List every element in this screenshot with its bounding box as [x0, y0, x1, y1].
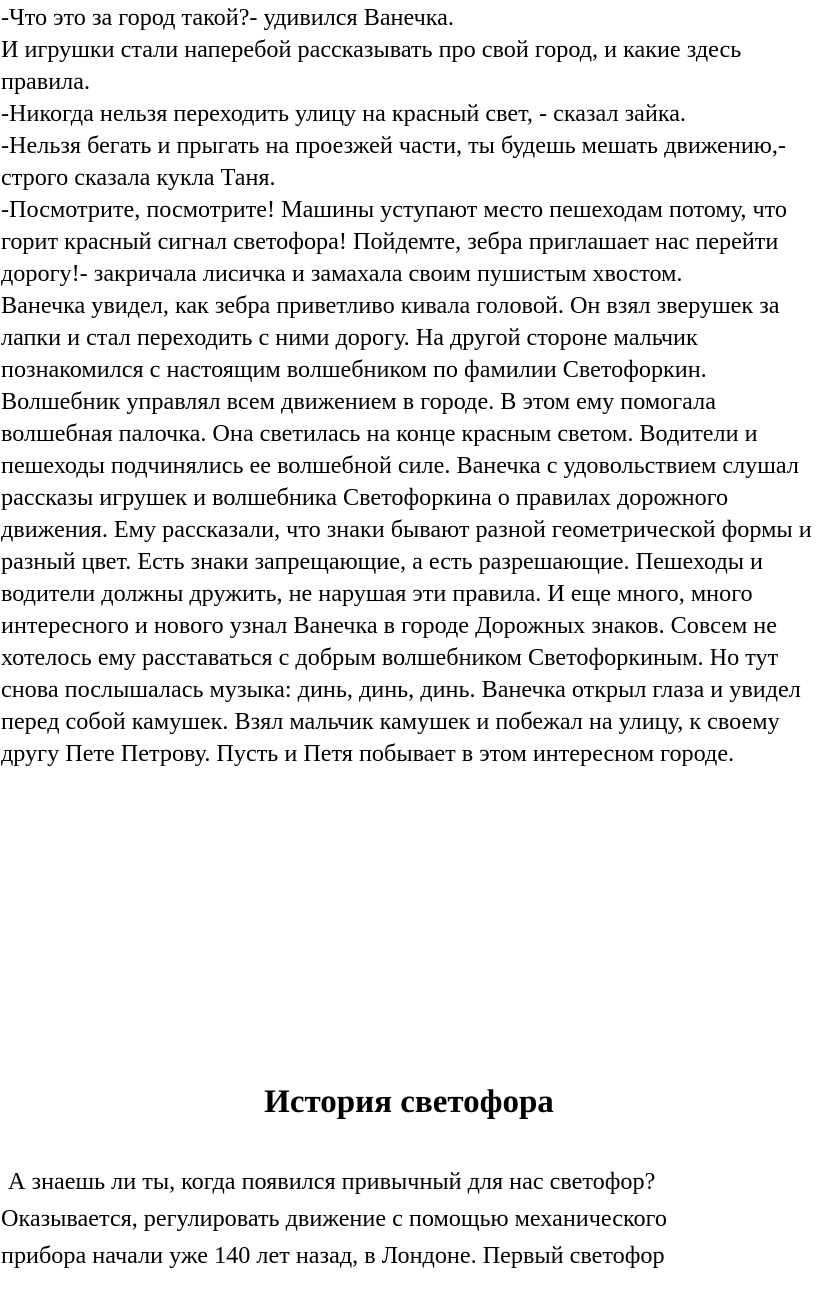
story-paragraph: -Нельзя бегать и прыгать на проезжей части, ты будешь мешать движению,- строго сказала кукла Таня. — [1, 132, 786, 191]
history-line: А знаешь ли ты, когда появился привычный для нас светофор? — [8, 1168, 656, 1195]
history-line: Оказывается, регулировать движение с помощью механического — [1, 1205, 668, 1232]
story-paragraph: Ванечка увидел, как зебра приветливо кивала головой. Он взял зверушек за лапки и стал переходить с ними дорогу. На другой стороне мальчик познакомился с настоящим волшебником по фамилии Светофоркин. Волшебник управлял всем движением в городе. В этом ему помогала волшебная палочка. Она светилась на конце красным светом. Водители и пешеходы подчинялись ее волшебной силе. Ванечка с удовольствием слушал рассказы игрушек и волшебника Светофоркина о правилах дорожного движения. Ему рассказали, что знаки бывают разной геометрической формы и разный цвет. Есть знаки запрещающие, а есть разрешающие. Пешеходы и водители должны дружить, не нарушая эти правила. И еще много, много интересного и нового узнал Ванечка в городе Дорожных знаков. Совсем не хотелось ему расставаться с добрым волшебником Светофоркиным. Но тут снова послышалась музыка: динь, динь, динь. Ванечка открыл глаза и увидел перед собой камушек. Взял мальчик камушек и побежал на улицу, к своему другу Пете Петрову. Пусть и Петя побывает в этом интересном городе. — [1, 292, 812, 767]
story-paragraph: -Посмотрите, посмотрите! Машины уступают место пешеходам потому, что горит красный сигнал светофора! Пойдемте, зебра приглашает нас перейти дорогу!- закричала лисичка и замахала своим пушистым хвостом. — [1, 196, 788, 287]
history-text — [1, 1163, 813, 1274]
story-paragraph: И игрушки стали наперебой рассказывать про свой город, и какие здесь правила. — [1, 36, 742, 95]
story-text — [1, 2, 813, 770]
story-paragraph: -Никогда нельзя переходить улицу на красный свет, - сказал зайка. — [1, 100, 686, 127]
history-line: прибора начали уже 140 лет назад, в Лондоне. Первый светофор — [1, 1242, 665, 1269]
section-title: История светофора — [264, 1084, 554, 1120]
story-paragraph: -Что это за город такой?- удивился Ванечка. — [1, 4, 454, 31]
